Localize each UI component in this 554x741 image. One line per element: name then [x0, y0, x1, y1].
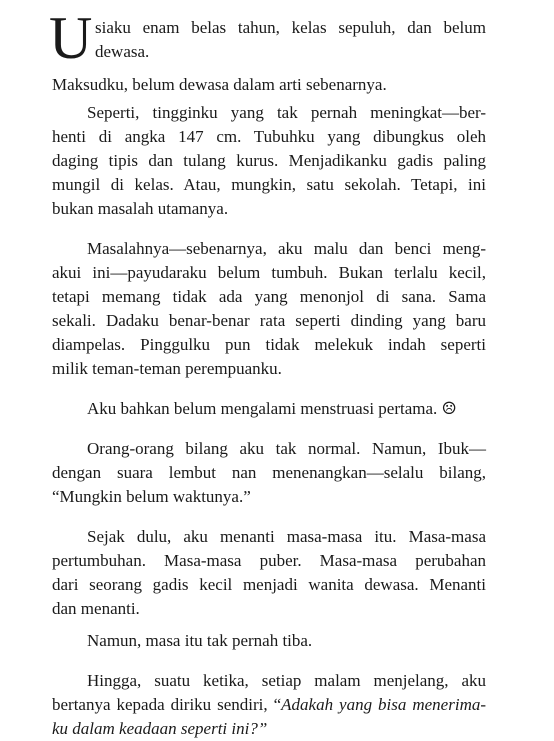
- text-line: Orang-orang bilang aku tak normal. Namun, Ibuk—: [87, 439, 486, 458]
- text-line: tetapi memang tidak ada yang menonjol di sana. Sama: [52, 287, 486, 306]
- text-line: diampelas. Pinggulku pun tidak melekuk indah seperti: [52, 335, 486, 354]
- text-line: Masalahnya—sebenarnya, aku malu dan benci meng-: [87, 239, 486, 258]
- text-line: henti di angka 147 cm. Tubuhku yang dibungkus oleh: [52, 127, 486, 146]
- text-line: [52, 693, 486, 717]
- text-line: sekali. Dadaku benar-benar rata seperti dinding yang baru: [52, 311, 486, 330]
- drop-cap: U: [49, 5, 93, 71]
- text-line: akui ini—payudaraku belum tumbuh. Bukan terlalu kecil,: [52, 263, 486, 282]
- text-line: dewasa.: [95, 42, 150, 61]
- text-line: dengan suara lembut nan menenangkan—selalu bilang,: [52, 463, 486, 482]
- text-line: Maksudku, belum dewasa dalam arti sebenarnya.: [52, 75, 387, 94]
- text-line: Aku bahkan belum mengalami menstruasi pertama. ☹: [87, 399, 457, 418]
- text-line: ku dalam keadaan seperti ini?”: [52, 719, 268, 738]
- text-line: milik teman-teman perempuanku.: [52, 359, 282, 378]
- text-line: dan menanti.: [52, 599, 140, 618]
- italic-quote: Adakah yang bisa menerima-: [281, 695, 487, 714]
- text-line: siaku enam belas tahun, kelas sepuluh, dan belum: [95, 18, 486, 37]
- text-line: dari seorang gadis kecil menjadi wanita dewasa. Menanti: [52, 575, 486, 594]
- text-line: bukan masalah utamanya.: [52, 199, 229, 218]
- text-line: pertumbuhan. Masa-masa puber. Masa-masa perubahan: [52, 551, 486, 570]
- text-line: Sejak dulu, aku menanti masa-masa itu. Masa-masa: [87, 527, 486, 546]
- text-line: Seperti, tingginku yang tak pernah meningkat—ber-: [87, 103, 486, 122]
- text-line: Namun, masa itu tak pernah tiba.: [87, 631, 313, 650]
- text-line: daging tipis dan tulang kurus. Menjadikanku gadis paling: [52, 151, 486, 170]
- text-line: mungil di kelas. Atau, mungkin, satu sekolah. Tetapi, ini: [52, 175, 486, 194]
- text-line: “Mungkin belum waktunya.”: [52, 487, 251, 506]
- text-line: Hingga, suatu ketika, setiap malam menjelang, aku: [87, 671, 486, 690]
- text-segment: bertanya kepada diriku sendiri, “: [52, 695, 282, 714]
